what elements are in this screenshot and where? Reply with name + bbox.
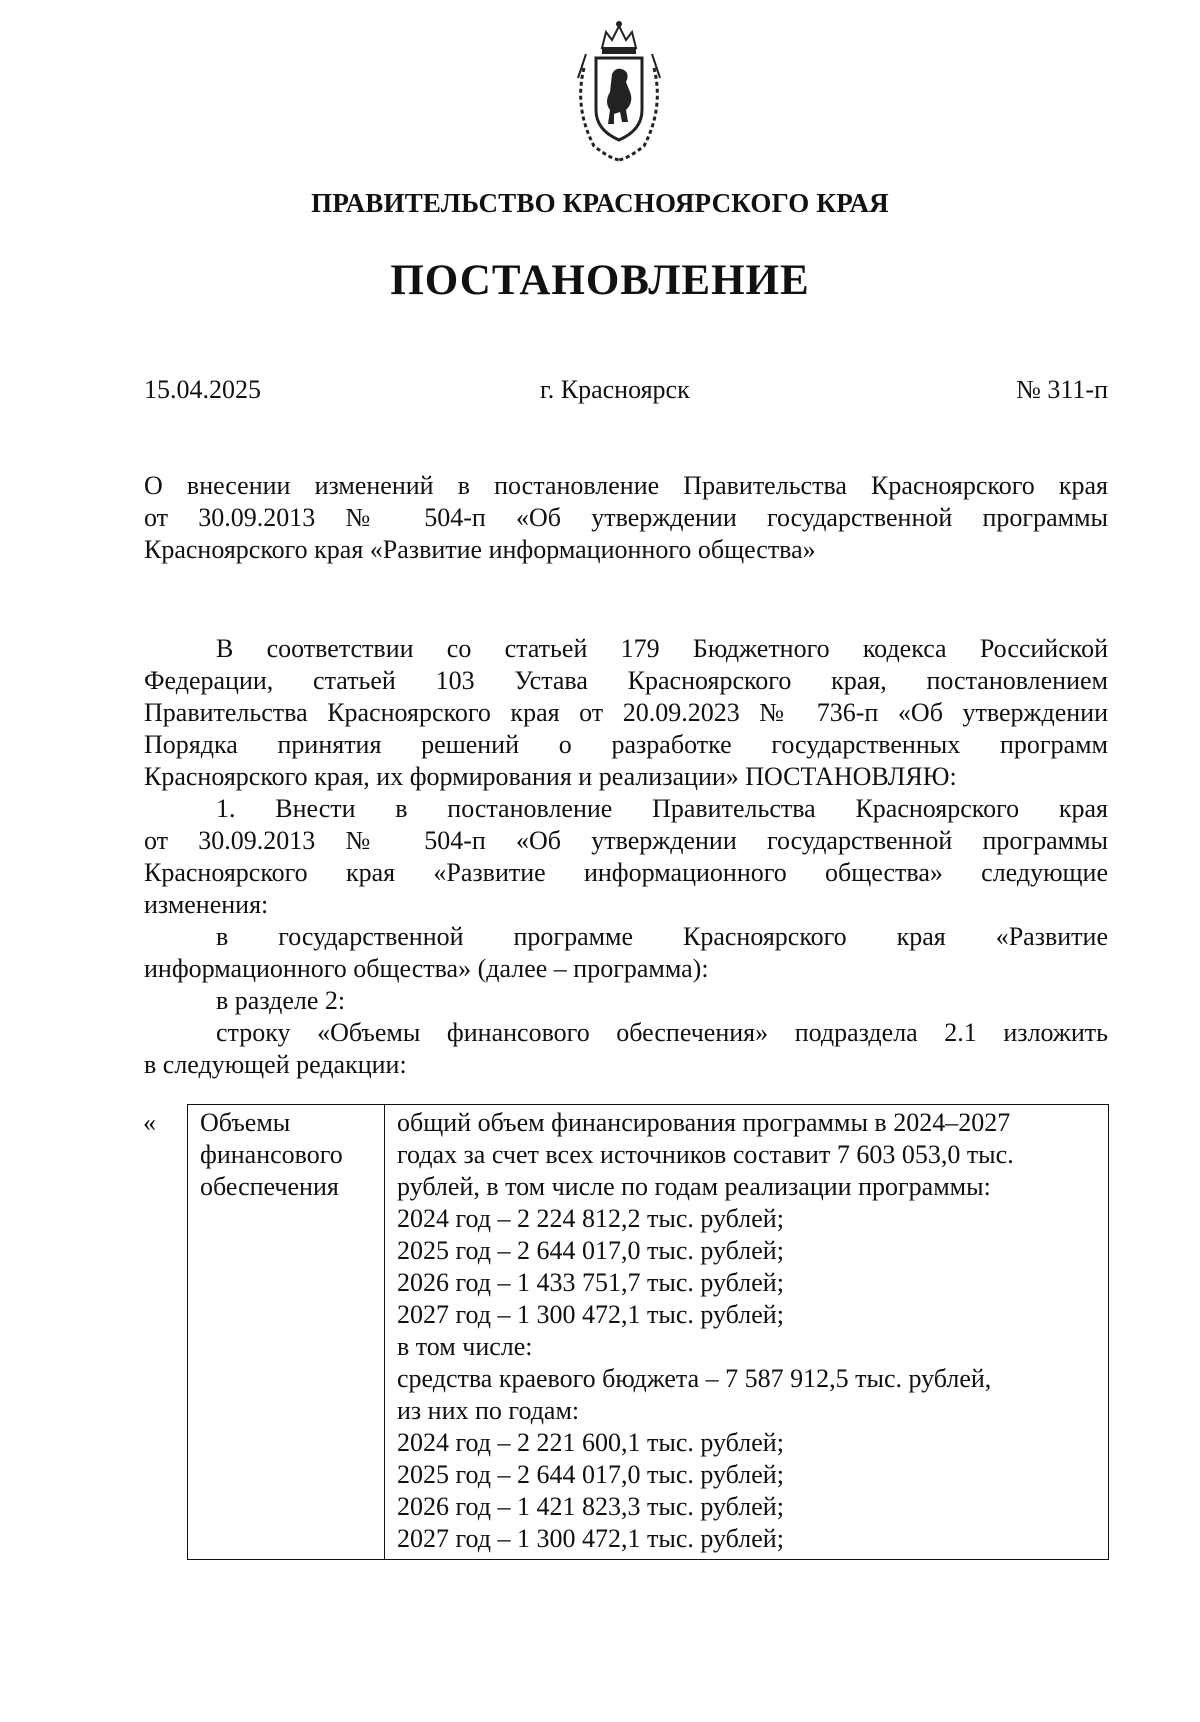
subject-line: О внесении изменений в постановление Правительства Красноярского края — [144, 471, 1108, 500]
table-value-cell — [385, 1105, 1109, 1560]
value-line: 2027 год – 1 300 472,1 тыс. рублей; — [397, 1524, 784, 1553]
body-line: в разделе 2: — [216, 986, 346, 1015]
body-line: информационного общества» (далее – программа): — [144, 954, 709, 983]
document-number: № 311-п — [1016, 375, 1108, 404]
body-line: от 30.09.2013 № 504-п «Об утверждении государственной программы — [144, 826, 1108, 855]
subject-line: от 30.09.2013 № 504-п «Об утверждении государственной программы — [144, 503, 1108, 532]
body-line: Красноярского края «Развитие информационного общества» следующие — [144, 858, 1108, 887]
value-line: 2024 год – 2 224 812,2 тыс. рублей; — [397, 1204, 784, 1233]
financing-table — [187, 1104, 1109, 1560]
body-line: в государственной программе Красноярского края «Развитие — [216, 922, 1108, 951]
value-line: годах за счет всех источников составит 7 603 053,0 тыс. — [397, 1140, 1014, 1169]
body-line: строку «Объемы финансового обеспечения» подраздела 2.1 изложить — [216, 1018, 1108, 1047]
body-line: Красноярского края, их формирования и реализации» ПОСТАНОВЛЯЮ: — [144, 762, 957, 791]
value-line: общий объем финансирования программы в 2024–2027 — [397, 1108, 1011, 1137]
body-line: Порядка принятия решений о разработке государственных программ — [144, 730, 1108, 759]
value-line: средства краевого бюджета – 7 587 912,5 тыс. рублей, — [397, 1364, 992, 1393]
value-line: 2026 год – 1 421 823,3 тыс. рублей; — [397, 1492, 784, 1521]
document-subject — [144, 470, 1108, 566]
body-line: Федерации, статьей 103 Устава Красноярского края, постановлением — [144, 666, 1108, 695]
open-quote: « — [143, 1108, 156, 1137]
table-label-cell — [188, 1105, 385, 1560]
label-line: обеспечения — [200, 1172, 339, 1201]
document-type-title: ПОСТАНОВЛЕНИЕ — [390, 257, 810, 304]
coat-of-arms-icon — [564, 18, 674, 168]
value-line: 2024 год – 2 221 600,1 тыс. рублей; — [397, 1428, 784, 1457]
table-row — [188, 1105, 1109, 1560]
value-line: из них по годам: — [397, 1396, 580, 1425]
value-line: рублей, в том числе по годам реализации программы: — [397, 1172, 991, 1201]
label-line: финансового — [200, 1140, 343, 1169]
body-line: изменения: — [144, 890, 269, 919]
body-line: В соответствии со статьей 179 Бюджетного кодекса Российской — [216, 634, 1108, 663]
subject-line: Красноярского края «Развитие информационного общества» — [144, 535, 816, 564]
document-body — [144, 633, 1108, 1081]
organization-title: ПРАВИТЕЛЬСТВО КРАСНОЯРСКОГО КРАЯ — [311, 188, 889, 218]
value-line: 2025 год – 2 644 017,0 тыс. рублей; — [397, 1236, 784, 1265]
value-line: 2027 год – 1 300 472,1 тыс. рублей; — [397, 1300, 784, 1329]
value-line: в том числе: — [397, 1332, 533, 1361]
document-city: г. Красноярск — [540, 375, 690, 404]
value-line: 2025 год – 2 644 017,0 тыс. рублей; — [397, 1460, 784, 1489]
body-line: в следующей редакции: — [144, 1050, 407, 1079]
label-line: Объемы — [200, 1108, 291, 1137]
body-line: 1. Внести в постановление Правительства Красноярского края — [216, 794, 1108, 823]
value-line: 2026 год – 1 433 751,7 тыс. рублей; — [397, 1268, 784, 1297]
body-line: Правительства Красноярского края от 20.09.2023 № 736-п «Об утверждении — [144, 698, 1108, 727]
document-date: 15.04.2025 — [144, 375, 261, 404]
